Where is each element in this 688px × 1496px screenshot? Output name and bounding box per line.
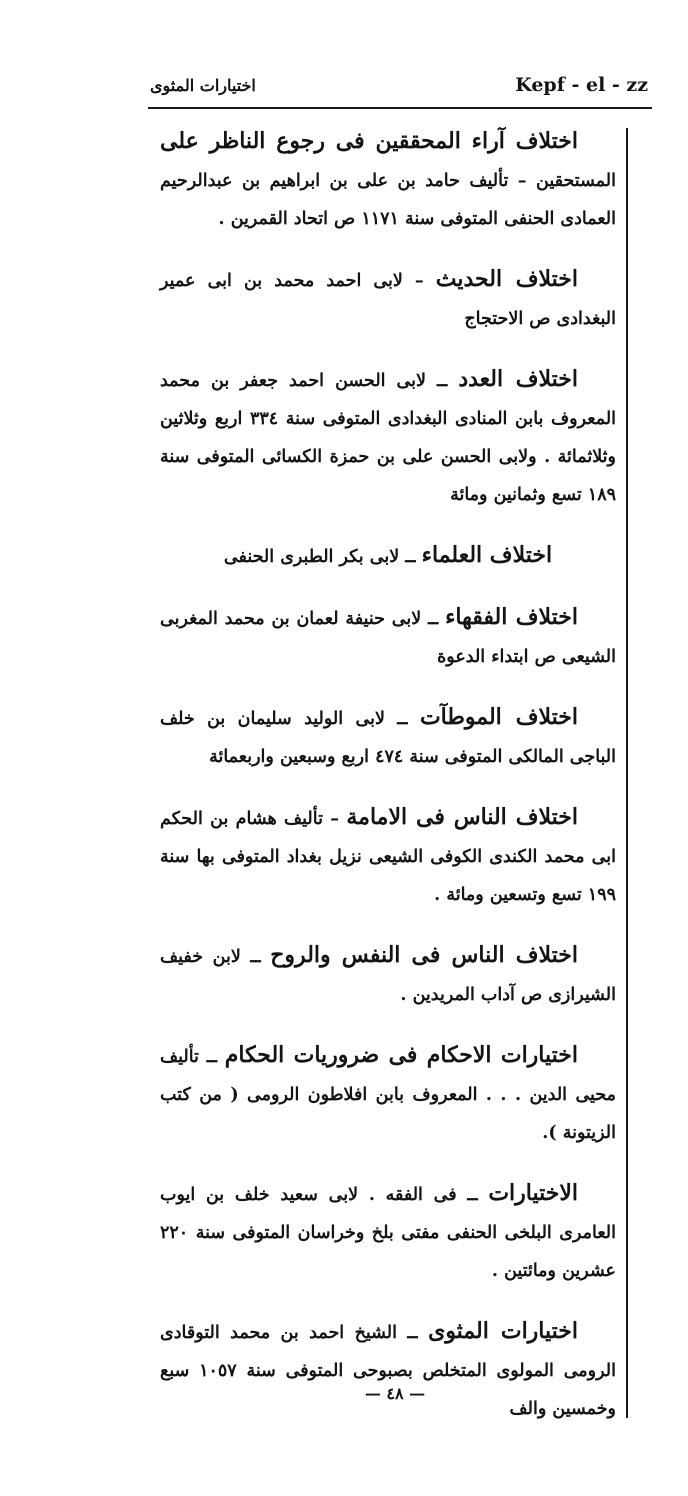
page-number: — ٤٨ — — [364, 1384, 426, 1403]
entry — [160, 260, 616, 338]
entry-lemma: اختلاف الحديث — [435, 266, 578, 292]
entry — [160, 598, 616, 676]
entry-lemma: الاختيارات — [488, 1180, 578, 1206]
entry-text — [160, 260, 616, 338]
margin-rule — [626, 128, 628, 1418]
entry — [160, 936, 616, 1014]
entry-body: ــ فى الفقه . لابى سعيد خلف بن ايوب العامرى البلخى الحنفى مفتى بلخ وخراسان المتوفى سنة ٢٢٠ عشرين ومائتين . — [160, 1185, 616, 1281]
entry-lemma: اختلاف الموطآت — [419, 704, 578, 730]
entry-lemma: اختيارات المثوى — [428, 1318, 578, 1344]
entry-body: – لابى احمد محمد بن ابى عمير البغدادى ص الاحتجاج — [160, 271, 616, 329]
entry-body: ــ لابى الوليد سليمان بن خلف الباجى المالكى المتوفى سنة ٤٧٤ اربع وسبعين واربعمائة — [160, 709, 616, 767]
entry — [160, 698, 616, 776]
entry — [160, 122, 616, 238]
entry-text — [160, 536, 616, 576]
entry-text — [160, 122, 616, 238]
entry-lemma: اختلاف العدد — [458, 366, 578, 392]
running-head-latin: Kepf - el - zz — [515, 74, 648, 96]
entry-text — [160, 936, 616, 1014]
entry-body: ــ لابى بكر الطبرى الحنفى — [223, 547, 422, 567]
entry-lemma: اختلاف آراء المحققين فى رجوع الناظر على — [160, 128, 578, 154]
entry-body: – تأليف هشام بن الحكم ابى محمد الكندى الكوفى الشيعى نزيل بغداد المتوفى بها سنة ١٩٩ تسع وتسعين ومائة . — [160, 809, 616, 905]
entry-body: المستحقين – تأليف حامد بن على بن ابراهيم بن عبدالرحيم العمادى الحنفى المتوفى سنة ١١٧١ ص اتحاد القمرين . — [160, 171, 616, 229]
entry-text — [160, 698, 616, 776]
running-head — [150, 72, 648, 102]
entry-body: ــ لابن خفيف الشيرازى ص آداب المريدين . — [160, 947, 616, 1005]
entry-text — [160, 1174, 616, 1290]
entry — [160, 798, 616, 914]
entry — [160, 360, 616, 514]
entry-body: ــ تأليف محيى الدين . . . المعروف بابن افلاطون الرومى ( من كتب الزيتونة ). — [160, 1047, 616, 1143]
entry-body: ــ لابى حنيفة لعمان بن محمد المغربى الشيعى ص ابتداء الدعوة — [160, 609, 616, 667]
entry-text — [160, 1036, 616, 1152]
entry — [160, 536, 616, 576]
entry-list — [160, 122, 616, 1450]
running-head-arabic: اختيارات المثوى — [150, 76, 256, 95]
entry-text — [160, 598, 616, 676]
entry-text — [160, 798, 616, 914]
entry — [160, 1312, 616, 1428]
entry-lemma: اختلاف العلماء — [421, 542, 553, 568]
entry-lemma: اختلاف الفقهاء — [445, 604, 578, 630]
entry-lemma: اختيارات الاحكام فى ضروريات الحكام — [224, 1042, 578, 1068]
entry-lemma: اختلاف الناس فى الامامة — [346, 804, 578, 830]
entry-body: ــ لابى الحسن احمد جعفر بن محمد المعروف بابن المنادى البغدادى المتوفى سنة ٣٣٤ اربع وثلاثين وثلاثمائة . ولابى الحسن على بن حمزة الكسائى المتوفى سنة ١٨٩ تسع وثمانين ومائة — [160, 371, 617, 505]
entry — [160, 1174, 616, 1290]
header-rule — [148, 107, 652, 109]
entry-body: ــ الشيخ احمد بن محمد التوقادى الرومى المولوى المتخلص بصبوحى المتوفى سنة ١٠٥٧ سبع وخمسين والف — [160, 1323, 616, 1419]
entry-text — [160, 360, 616, 514]
entry-text — [160, 1312, 616, 1428]
entry — [160, 1036, 616, 1152]
entry-lemma: اختلاف الناس فى النفس والروح — [270, 942, 578, 968]
